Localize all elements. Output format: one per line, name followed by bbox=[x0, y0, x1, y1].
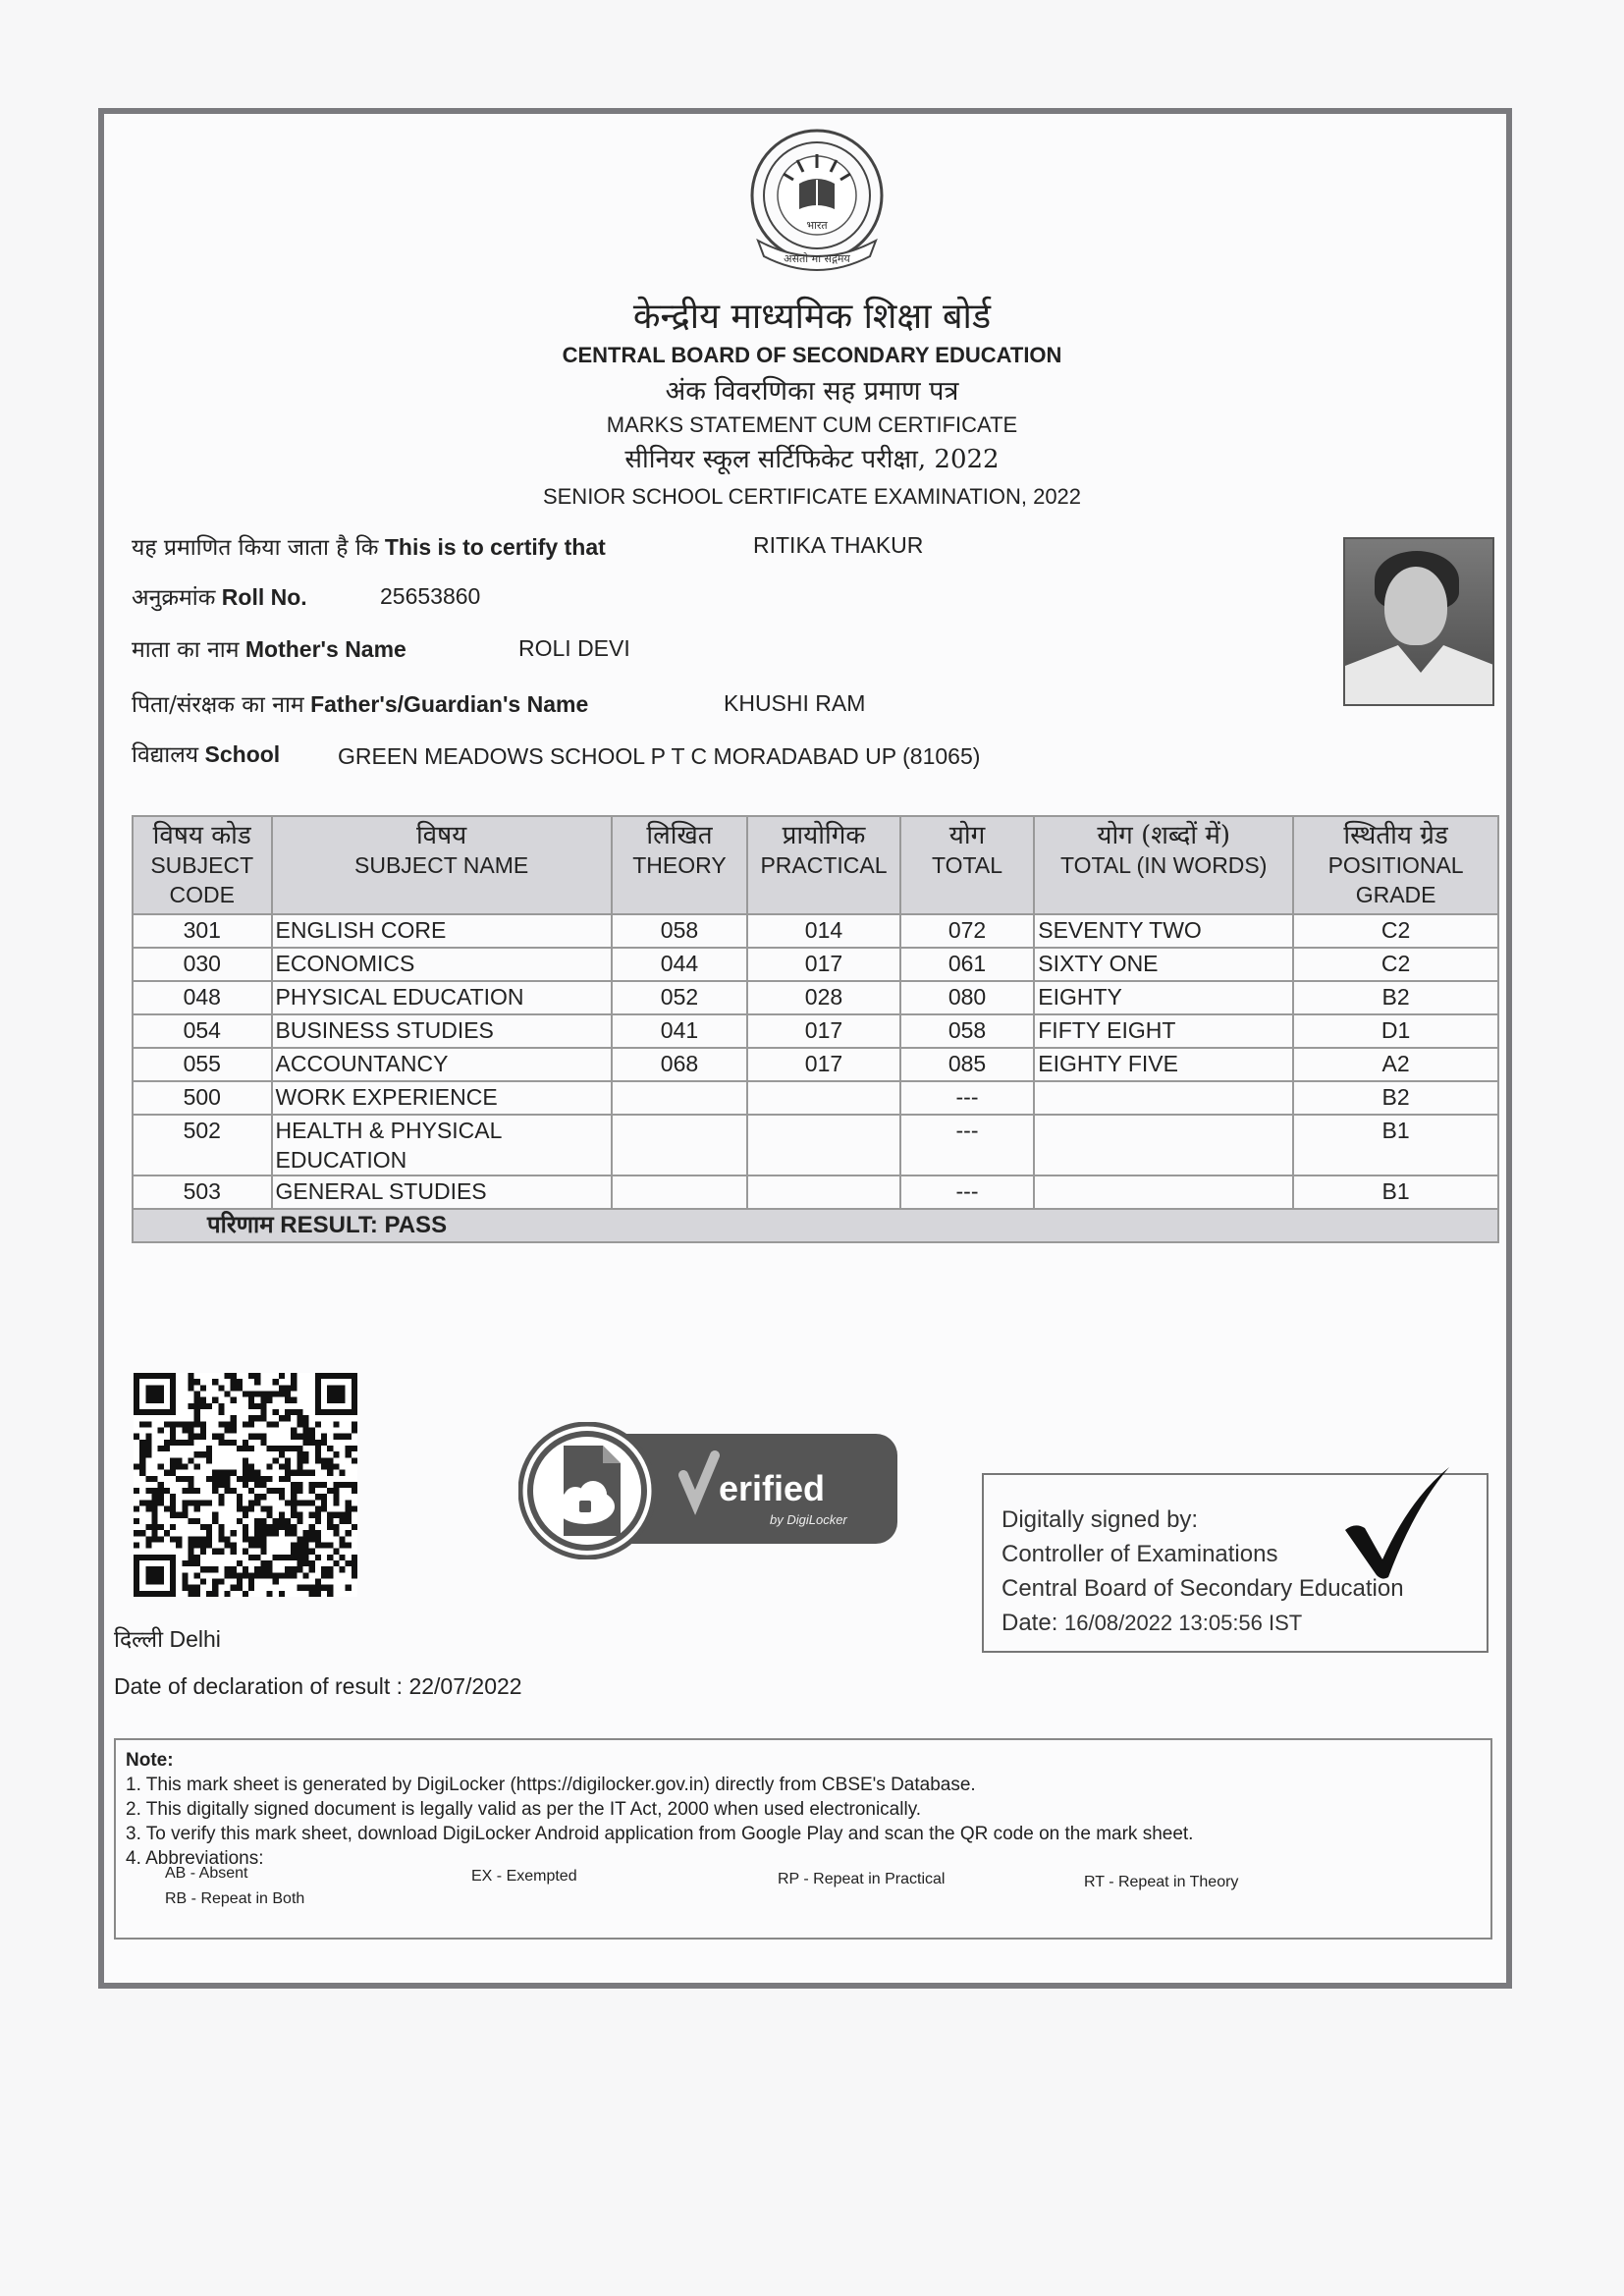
positional-grade: A2 bbox=[1293, 1048, 1498, 1081]
header-total-words: योग (शब्दों में) TOTAL (IN WORDS) bbox=[1034, 816, 1293, 914]
note-title: Note: bbox=[126, 1750, 174, 1771]
abbr-repeat-theory: RT - Repeat in Theory bbox=[1084, 1874, 1239, 1890]
declaration-label: Date of declaration of result : bbox=[114, 1673, 404, 1699]
theory-marks bbox=[612, 1081, 747, 1115]
table-row bbox=[133, 1175, 1498, 1209]
positional-grade: B2 bbox=[1293, 981, 1498, 1014]
result-cell bbox=[133, 1209, 1498, 1242]
signer-title: Controller of Examinations bbox=[1001, 1541, 1278, 1567]
father-label bbox=[132, 687, 588, 719]
header-theory: लिखित THEORY bbox=[612, 816, 747, 914]
total-marks: 061 bbox=[900, 948, 1034, 981]
subject-code: 503 bbox=[133, 1175, 272, 1209]
marks-table bbox=[132, 815, 1499, 1243]
positional-grade: C2 bbox=[1293, 948, 1498, 981]
signature-date-value: 16/08/2022 13:05:56 IST bbox=[1064, 1611, 1303, 1635]
practical-marks: 017 bbox=[747, 1014, 900, 1048]
header-subject-name: विषय SUBJECT NAME bbox=[272, 816, 612, 914]
result-value: PASS bbox=[384, 1212, 448, 1238]
father-name: KHUSHI RAM bbox=[724, 690, 866, 716]
subject-name bbox=[272, 1115, 612, 1175]
table-row bbox=[133, 1014, 1498, 1048]
table-row bbox=[133, 981, 1498, 1014]
positional-grade: D1 bbox=[1293, 1014, 1498, 1048]
mother-name: ROLI DEVI bbox=[518, 635, 630, 661]
positional-grade: C2 bbox=[1293, 914, 1498, 948]
subject-name: GENERAL STUDIES bbox=[272, 1175, 612, 1209]
certify-label-hindi: यह प्रमाणित किया जाता है कि bbox=[132, 535, 379, 561]
practical-marks: 017 bbox=[747, 1048, 900, 1081]
school-label bbox=[132, 738, 280, 769]
subject-name: WORK EXPERIENCE bbox=[272, 1081, 612, 1115]
note-item: 4. Abbreviations: bbox=[126, 1848, 264, 1869]
seal-country-text: भारत bbox=[806, 219, 828, 232]
seal-motto-text: असतो मा सद्गमय bbox=[784, 252, 850, 265]
theory-marks: 044 bbox=[612, 948, 747, 981]
subject-name: PHYSICAL EDUCATION bbox=[272, 981, 612, 1014]
total-in-words: EIGHTY FIVE bbox=[1034, 1048, 1293, 1081]
board-name: CENTRAL BOARD OF SECONDARY EDUCATION bbox=[562, 343, 1062, 367]
practical-marks bbox=[747, 1115, 900, 1175]
header-total: योग TOTAL bbox=[900, 816, 1034, 914]
father-label-hindi: पिता/संरक्षक का नाम bbox=[132, 692, 304, 718]
total-in-words: SEVENTY TWO bbox=[1034, 914, 1293, 948]
cbse-seal-logo bbox=[744, 125, 890, 287]
note-item: 2. This digitally signed document is legally valid as per the IT Act, 2000 when used electronically. bbox=[126, 1799, 922, 1820]
note-item: 3. To verify this mark sheet, download DigiLocker Android application from Google Play and scan the QR code on the mark sheet. bbox=[126, 1824, 1194, 1844]
table-row bbox=[133, 914, 1498, 948]
subject-name-text: HEALTH & PHYSICAL EDUCATION bbox=[275, 1118, 502, 1173]
qr-code bbox=[134, 1373, 357, 1597]
table-row bbox=[133, 948, 1498, 981]
table-header-row bbox=[133, 816, 1498, 914]
positional-grade: B2 bbox=[1293, 1081, 1498, 1115]
school-label-hindi: विद्यालय bbox=[132, 742, 199, 768]
practical-marks bbox=[747, 1175, 900, 1209]
total-marks: 058 bbox=[900, 1014, 1034, 1048]
student-name: RITIKA THAKUR bbox=[753, 532, 924, 558]
subject-code: 055 bbox=[133, 1048, 272, 1081]
student-photo bbox=[1343, 537, 1494, 706]
total-marks: --- bbox=[900, 1175, 1034, 1209]
result-label: RESULT: bbox=[280, 1212, 378, 1238]
roll-label-text: Roll No. bbox=[221, 584, 307, 610]
signature-valid-check-icon bbox=[1341, 1465, 1451, 1581]
total-in-words bbox=[1034, 1081, 1293, 1115]
roll-label-hindi: अनुक्रमांक bbox=[132, 585, 216, 611]
table-row bbox=[133, 1048, 1498, 1081]
signer-organization: Central Board of Secondary Education bbox=[1001, 1575, 1404, 1602]
place-english: Delhi bbox=[169, 1626, 221, 1652]
abbr-absent: AB - Absent bbox=[165, 1865, 248, 1882]
theory-marks: 041 bbox=[612, 1014, 747, 1048]
subject-code: 500 bbox=[133, 1081, 272, 1115]
practical-marks bbox=[747, 1081, 900, 1115]
total-marks: --- bbox=[900, 1081, 1034, 1115]
school-name: GREEN MEADOWS SCHOOL P T C MORADABAD UP (81065) bbox=[338, 743, 981, 769]
mother-label-text: Mother's Name bbox=[244, 636, 406, 662]
total-marks: --- bbox=[900, 1115, 1034, 1175]
theory-marks bbox=[612, 1175, 747, 1209]
result-label-hindi: परिणाम bbox=[207, 1210, 274, 1238]
total-in-words: EIGHTY bbox=[1034, 981, 1293, 1014]
subject-code: 502 bbox=[133, 1115, 272, 1175]
subject-code: 301 bbox=[133, 914, 272, 948]
certify-label bbox=[132, 530, 606, 562]
abbr-exempted: EX - Exempted bbox=[471, 1868, 577, 1885]
subject-code: 048 bbox=[133, 981, 272, 1014]
practical-marks: 028 bbox=[747, 981, 900, 1014]
total-in-words: FIFTY EIGHT bbox=[1034, 1014, 1293, 1048]
place bbox=[114, 1622, 221, 1654]
subject-name: ENGLISH CORE bbox=[272, 914, 612, 948]
place-hindi: दिल्ली bbox=[114, 1627, 164, 1653]
positional-grade: B1 bbox=[1293, 1175, 1498, 1209]
exam-title-hindi: सीनियर स्कूल सर्टिफिकेट परीक्षा, 2022 bbox=[624, 445, 1000, 474]
total-marks: 085 bbox=[900, 1048, 1034, 1081]
theory-marks: 068 bbox=[612, 1048, 747, 1081]
roll-label bbox=[132, 580, 307, 612]
signed-by-label: Digitally signed by: bbox=[1001, 1506, 1199, 1533]
subject-name: BUSINESS STUDIES bbox=[272, 1014, 612, 1048]
total-in-words: SIXTY ONE bbox=[1034, 948, 1293, 981]
subject-code: 030 bbox=[133, 948, 272, 981]
result-row bbox=[133, 1209, 1498, 1242]
roll-number: 25653860 bbox=[380, 583, 481, 609]
mother-label bbox=[132, 632, 406, 664]
note-item: 1. This mark sheet is generated by DigiLocker (https://digilocker.gov.in) directly from CBSE's Database. bbox=[126, 1775, 976, 1795]
exam-title: SENIOR SCHOOL CERTIFICATE EXAMINATION, 2022 bbox=[542, 484, 1082, 509]
verified-text: erified bbox=[719, 1468, 826, 1508]
header-practical: प्रायोगिक PRACTICAL bbox=[747, 816, 900, 914]
header-subject-code: विषय कोड SUBJECT CODE bbox=[133, 816, 272, 914]
theory-marks: 052 bbox=[612, 981, 747, 1014]
note-box bbox=[114, 1738, 1492, 1940]
total-marks: 072 bbox=[900, 914, 1034, 948]
total-in-words bbox=[1034, 1115, 1293, 1175]
subject-code: 054 bbox=[133, 1014, 272, 1048]
mother-label-hindi: माता का नाम bbox=[132, 637, 240, 663]
declaration-date bbox=[114, 1673, 522, 1700]
abbr-repeat-practical: RP - Repeat in Practical bbox=[778, 1871, 946, 1887]
practical-marks: 014 bbox=[747, 914, 900, 948]
positional-grade: B1 bbox=[1293, 1115, 1498, 1175]
practical-marks: 017 bbox=[747, 948, 900, 981]
subject-name: ACCOUNTANCY bbox=[272, 1048, 612, 1081]
school-label-text: School bbox=[204, 741, 281, 767]
subject-name: ECONOMICS bbox=[272, 948, 612, 981]
total-in-words bbox=[1034, 1175, 1293, 1209]
table-row bbox=[133, 1081, 1498, 1115]
result-text bbox=[136, 1212, 447, 1238]
certificate-title-hindi: अंक विवरणिका सह प्रमाण पत्र bbox=[665, 376, 959, 407]
certificate-title: MARKS STATEMENT CUM CERTIFICATE bbox=[606, 412, 1018, 437]
table-row bbox=[133, 1115, 1498, 1175]
father-label-text: Father's/Guardian's Name bbox=[310, 691, 589, 717]
theory-marks bbox=[612, 1115, 747, 1175]
board-name-hindi: केन्द्रीय माध्यमिक शिक्षा बोर्ड bbox=[632, 297, 992, 337]
declaration-value: 22/07/2022 bbox=[408, 1673, 522, 1699]
header-grade: स्थितीय ग्रेड POSITIONAL GRADE bbox=[1293, 816, 1498, 914]
by-digilocker-text: by DigiLocker bbox=[770, 1512, 847, 1527]
certify-label-text: This is to certify that bbox=[384, 534, 606, 560]
signature-date-label: Date: bbox=[1001, 1610, 1058, 1636]
abbr-repeat-both: RB - Repeat in Both bbox=[165, 1890, 305, 1907]
signature-date bbox=[1001, 1606, 1487, 1640]
total-marks: 080 bbox=[900, 981, 1034, 1014]
digilocker-verified-badge bbox=[518, 1422, 903, 1559]
theory-marks: 058 bbox=[612, 914, 747, 948]
